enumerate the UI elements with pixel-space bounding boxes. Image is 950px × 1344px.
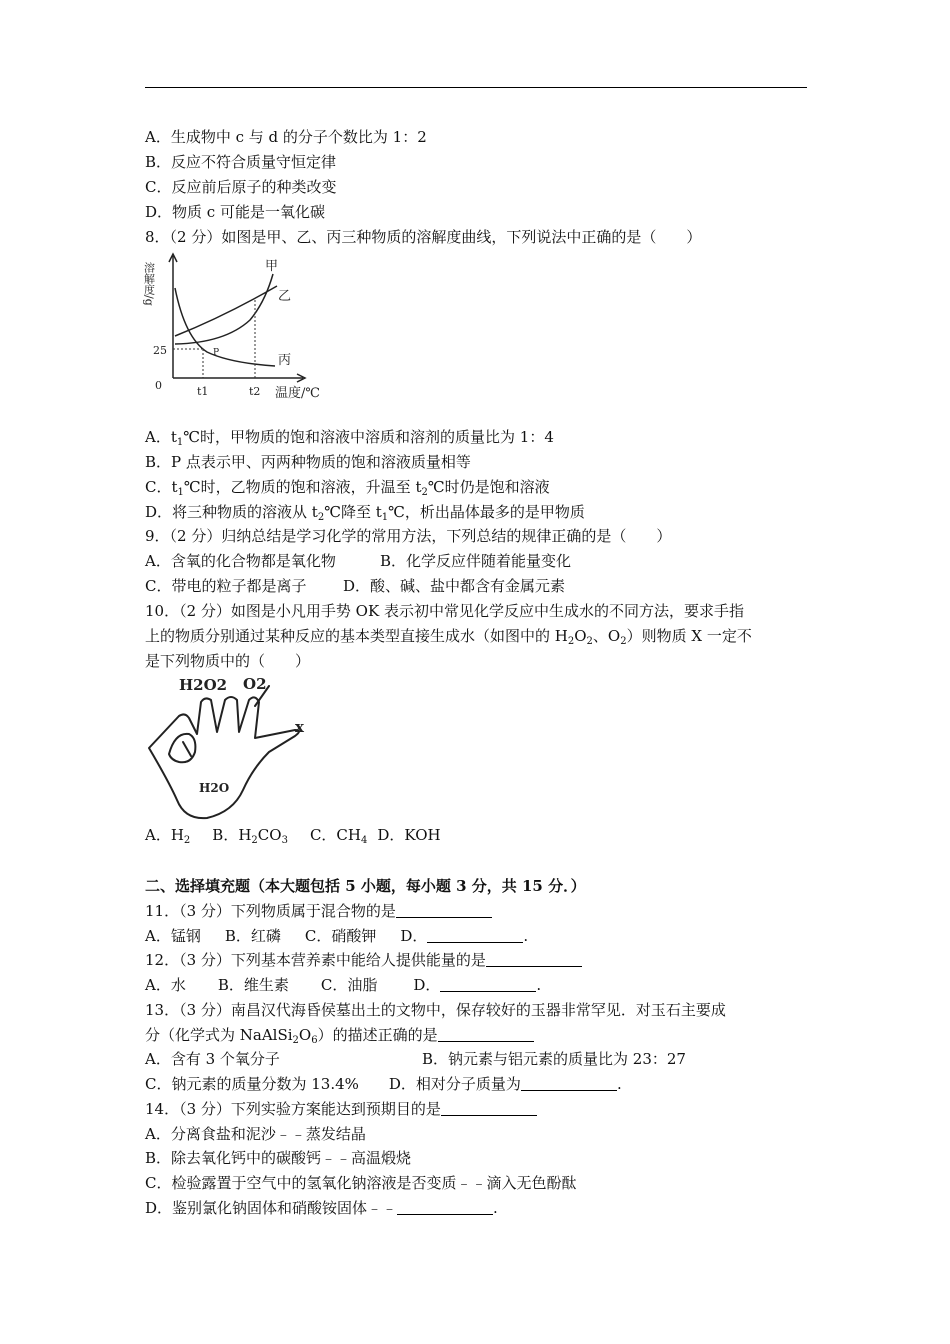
finger-label-o2: O2 bbox=[243, 675, 267, 693]
q10-options bbox=[145, 825, 441, 845]
q12-option-c: C．油脂 bbox=[320, 976, 378, 994]
q14-stem: 14．（3 分）下列实验方案能达到预期目的是 bbox=[145, 1099, 537, 1119]
q10-option-a: A．$H_2$ bbox=[145, 826, 191, 846]
x-tick-t2: t2 bbox=[249, 385, 261, 398]
y-tick-25: 25 bbox=[153, 344, 167, 357]
x-axis-label: 温度/℃ bbox=[275, 386, 320, 401]
curve-label-jia: 甲 bbox=[265, 259, 279, 274]
period: . bbox=[536, 976, 542, 994]
q14-option-b: B．除去氧化钙中的碳酸钙﹣﹣高温煅烧 bbox=[145, 1149, 412, 1167]
q8-option-d: D．将三种物质的溶液从 $t_2℃$降至 $t_1℃$，析出晶体最多的是甲物质 bbox=[145, 503, 585, 523]
q13-option-d-blank[interactable] bbox=[521, 1076, 617, 1091]
q10-option-c: C．$CH_4$ bbox=[309, 826, 368, 846]
q13-option-b: B．钠元素与铝元素的质量比为 23：27 bbox=[422, 1050, 686, 1068]
period: . bbox=[523, 927, 529, 945]
q13-stem-line2: 分（化学式为 $NaAlSi_2O_6$）的描述正确的是 bbox=[145, 1025, 534, 1045]
q9-option-b: B．化学反应伴随着能量变化 bbox=[380, 552, 572, 570]
q12-option-d: D． bbox=[413, 976, 441, 994]
curve-bing bbox=[175, 288, 275, 366]
x-tick-t1: t1 bbox=[197, 385, 209, 398]
q9-option-a: A．含氧的化合物都是氧化物 bbox=[145, 552, 336, 570]
q7-option-a: A．生成物中 c 与 d 的分子个数比为 1：2 bbox=[145, 128, 427, 146]
q10-stem-line1: 10．（2 分）如图是小凡用手势 OK 表示初中常见化学反应中生成水的不同方法，要求手指 bbox=[145, 602, 744, 620]
q13-option-c: C．钠元素的质量分数为 13.4% bbox=[145, 1075, 359, 1093]
ok-hand-diagram bbox=[145, 672, 325, 822]
q13-option-d: D．相对分子质量为 bbox=[388, 1075, 521, 1093]
q12-option-a: A．水 bbox=[145, 976, 186, 994]
palm-label-h2o: H2O bbox=[199, 781, 230, 795]
q10-stem-line3: 是下列物质中的（ ） bbox=[145, 652, 311, 670]
curve-label-bing: 丙 bbox=[278, 353, 292, 368]
q13-stem-line1: 13．（3 分）南昌汉代海昏侯墓出土的文物中，保存较好的玉器非常罕见．对玉石主要成 bbox=[145, 1001, 726, 1019]
q7-option-c: C．反应前后原子的种类改变 bbox=[145, 178, 337, 196]
q13-options-cd bbox=[145, 1074, 622, 1094]
y-axis-label: 溶解度/g bbox=[142, 262, 156, 306]
q11-options bbox=[145, 926, 528, 946]
q8-stem: 8．（2 分）如图是甲、乙、丙三种物质的溶解度曲线，下列说法中正确的是（ ） bbox=[145, 228, 702, 246]
point-p-label: P bbox=[213, 348, 220, 358]
q13-option-a: A．含有 3 个氧分子 bbox=[145, 1050, 280, 1068]
q12-stem: 12．（3 分）下列基本营养素中能给人提供能量的是 bbox=[145, 950, 582, 970]
q11-option-a: A．锰钢 bbox=[145, 927, 201, 945]
q9-option-d: D．酸、碱、盐中都含有金属元素 bbox=[343, 577, 566, 595]
q9-option-c: C．带电的粒子都是离子 bbox=[145, 577, 307, 595]
q14-option-d: D．鉴别氯化钠固体和硝酸铵固体﹣﹣ . bbox=[145, 1199, 498, 1217]
period: . bbox=[493, 1199, 498, 1217]
q9-stem: 9．（2 分）归纳总结是学习化学的常用方法，下列总结的规律正确的是（ ） bbox=[145, 527, 672, 545]
q7-option-d: D．物质 c 可能是一氧化碳 bbox=[145, 203, 325, 221]
q12-answer-blank[interactable] bbox=[486, 952, 582, 967]
q14-answer-blank[interactable] bbox=[441, 1101, 537, 1116]
period: . bbox=[616, 1075, 622, 1093]
curve-yi bbox=[175, 286, 277, 336]
curve-label-yi: 乙 bbox=[278, 289, 292, 304]
finger-label-x: x bbox=[295, 718, 304, 736]
origin-label: 0 bbox=[155, 379, 162, 392]
solubility-graph bbox=[142, 248, 345, 408]
q11-stem: 11．（3 分）下列物质属于混合物的是 bbox=[145, 901, 492, 921]
q11-option-c: C．硝酸钾 bbox=[304, 927, 377, 945]
q10-option-b: B．$H_2CO_3$ bbox=[212, 826, 288, 846]
q12-option-b: B．维生素 bbox=[217, 976, 289, 994]
q11-option-d-blank[interactable] bbox=[427, 928, 523, 943]
section-2-heading: 二、选择填充题（本大题包括 5 小题，每小题 3 分，共 15 分．） bbox=[145, 877, 586, 895]
q7-option-b: B．反应不符合质量守恒定律 bbox=[145, 153, 337, 171]
q14-option-a: A．分离食盐和泥沙﹣﹣蒸发结晶 bbox=[145, 1125, 366, 1143]
q11-option-b: B．红磷 bbox=[224, 927, 281, 945]
q13-answer-blank[interactable] bbox=[438, 1027, 534, 1042]
q12-options bbox=[145, 975, 541, 995]
q14-option-c: C．检验露置于空气中的氢氧化钠溶液是否变质﹣﹣滴入无色酚酞 bbox=[145, 1174, 577, 1192]
q8-option-c: C．$t_1℃$时，乙物质的饱和溶液，升温至 $t_2℃$时仍是饱和溶液 bbox=[145, 478, 550, 498]
q11-answer-blank[interactable] bbox=[396, 903, 492, 918]
q10-option-d: D．KOH bbox=[377, 826, 441, 844]
q10-stem-line2: 上的物质分别通过某种反应的基本类型直接生成水（如图中的 $H_2O_2$、$O_2$）则物质 X 一定不 bbox=[145, 627, 752, 647]
finger-label-h2o2: H2O2 bbox=[179, 676, 228, 694]
q12-option-d-blank[interactable] bbox=[440, 977, 536, 992]
q8-option-a: A．$t_1℃$时，甲物质的饱和溶液中溶质和溶剂的质量比为 1：4 bbox=[145, 428, 554, 448]
q11-option-d: D． bbox=[400, 927, 428, 945]
q14-option-d-blank[interactable] bbox=[397, 1200, 493, 1215]
q8-option-b: B．P 点表示甲、丙两种物质的饱和溶液质量相等 bbox=[145, 453, 471, 471]
header-rule bbox=[145, 87, 807, 88]
